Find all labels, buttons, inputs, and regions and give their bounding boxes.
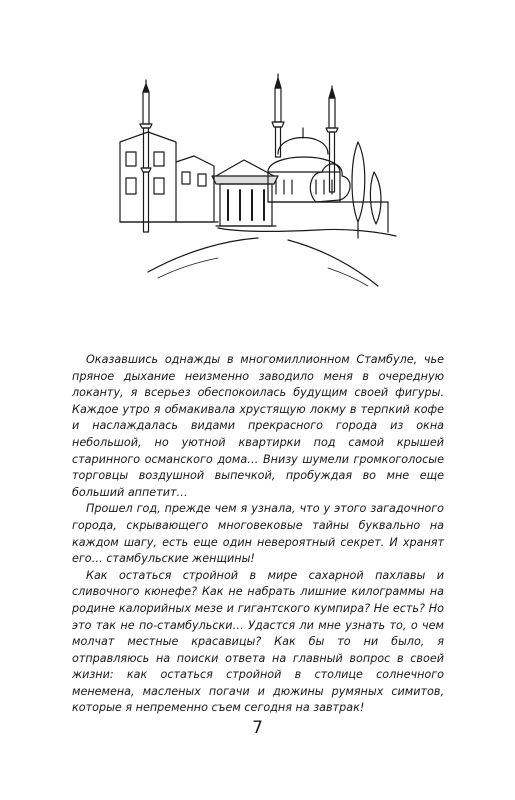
paragraph-1: Оказавшись однажды в многомиллионном Стамбуле, чье пряное дыхание неизменно заводило меня в очередную локанту, я всерьез обеспокоилась будущим своей фигуры. Каждое утро я обмакивала хрустящую локму в терпкий кофе и наслаждалась видами прекрасного города из окна небольшой, но уютной квартирки под самой крышей старинного османского дома… Внизу шумели громкоголосые торговцы воздушной выпечкой, пробуждая во мне еще больший аппетит… — [72, 353, 444, 499]
paragraph-3: Как остаться стройной в мире сахарной пахлавы и сливочного кюнефе? Как не набрать лишние килограммы на родине калорийных мезе и гигантского кумпира? Не есть? Но это так не по-стамбульски… Удастся ли мне узнать то, о чем молчат местные красавицы? Как бы то ни было, я отправляюсь на поиски ответа на главный вопрос в своей жизни: как остаться стройной в столице солнечного менемена, масленых погачи и дюжины румяных симитов, которые я непременно съем сегодня на завтрак! — [72, 568, 444, 715]
page-number: 7 — [252, 718, 263, 738]
left-minaret — [140, 80, 152, 232]
paragraph-2: Прошел год, прежде чем я узнала, что у этого загадочного города, скрывающего многовековые тайны буквально на каждом шагу, есть еще один невероятный секрет. И хранят его… стамбульские женщины! — [72, 502, 444, 566]
body-text — [72, 352, 444, 717]
istanbul-mosque-street-sketch-icon — [118, 72, 398, 290]
right-minaret — [326, 86, 338, 192]
left-buildings — [120, 132, 218, 222]
trees — [310, 142, 381, 238]
